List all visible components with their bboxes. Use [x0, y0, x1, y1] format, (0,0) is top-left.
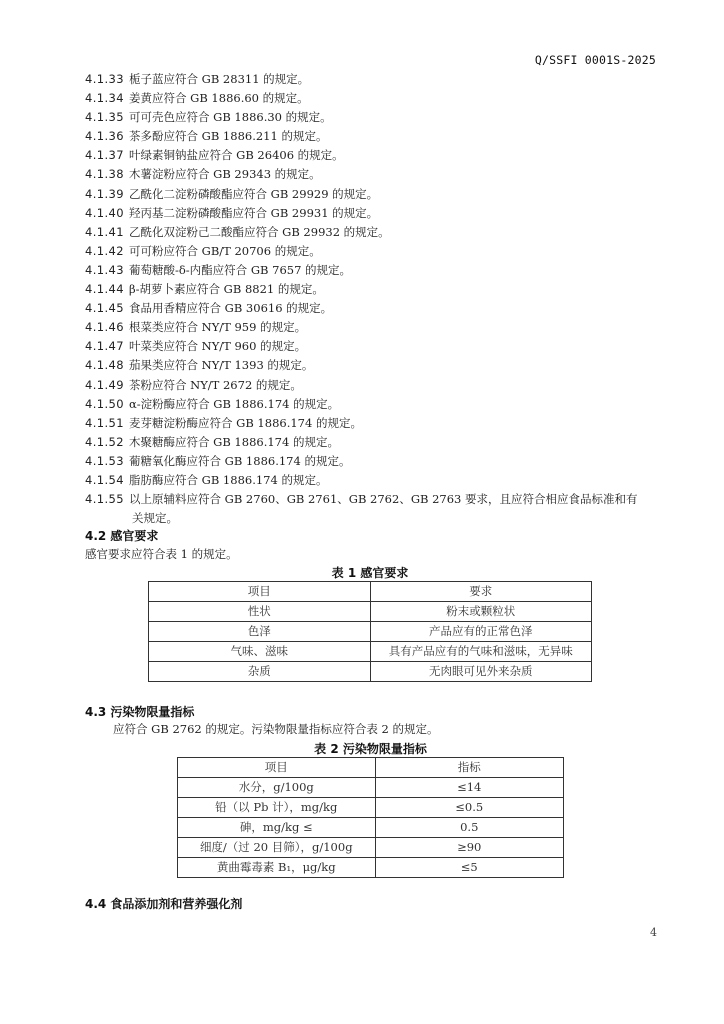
table-cell: 气味、滋味 [149, 642, 371, 662]
table-row [178, 858, 564, 878]
clause-text: 栀子蓝应符合 GB 28311 的规定。 [128, 72, 310, 86]
clause-item [85, 242, 665, 261]
clause-text-continuation: 关规定。 [132, 511, 178, 526]
clause-text: 乙酰化双淀粉己二酸酯应符合 GB 29932 的规定。 [128, 224, 390, 239]
clause-item [85, 299, 665, 318]
clause-text: 脂肪酶应符合 GB 1886.174 的规定。 [128, 472, 328, 487]
clause-number: 4.1.49 [85, 377, 124, 392]
table-row [149, 662, 592, 682]
clause-text: 麦芽糖淀粉酶应符合 GB 1886.174 的规定。 [128, 415, 362, 430]
clause-number: 4.1.52 [85, 434, 124, 449]
clause-number: 4.1.34 [85, 91, 124, 106]
clause-number: 4.1.42 [85, 243, 124, 258]
clause-text: 乙酰化二淀粉磷酸酯应符合 GB 29929 的规定。 [128, 186, 379, 201]
clause-number: 4.1.33 [85, 72, 124, 86]
clause-text: 可可粉应符合 GB/T 20706 的规定。 [128, 243, 321, 258]
table-header-row [149, 582, 592, 602]
clause-number: 4.1.46 [85, 320, 124, 335]
clause-number: 4.1.36 [85, 129, 124, 144]
clause-item [85, 146, 665, 165]
table-1-sensory [148, 581, 592, 682]
clause-text: 茶多酚应符合 GB 1886.211 的规定。 [128, 129, 328, 144]
table-cell: 黄曲霉毒素 B₁，μg/kg [178, 858, 376, 878]
table-2-caption: 表 2 污染物限量指标 [314, 742, 427, 756]
clause-number: 4.1.43 [85, 262, 124, 277]
clause-text: 木聚糖酶应符合 GB 1886.174 的规定。 [128, 434, 339, 449]
clause-text: 根菜类应符合 NY/T 959 的规定。 [128, 320, 307, 335]
table-cell: 色泽 [149, 622, 371, 642]
clause-item [85, 471, 665, 490]
clause-item [85, 376, 665, 395]
column-header: 指标 [375, 758, 564, 778]
clause-number: 4.1.39 [85, 186, 124, 201]
table-cell: 细度/（过 20 目筛），g/100g [178, 838, 376, 858]
clause-item [85, 395, 665, 414]
table-row [178, 818, 564, 838]
clause-item [85, 490, 665, 528]
clause-item [85, 414, 665, 433]
table-cell: 砷，mg/kg ≤ [178, 818, 376, 838]
table-cell: ≤14 [375, 778, 564, 798]
clause-text: 可可壳色应符合 GB 1886.30 的规定。 [128, 110, 332, 125]
clause-text: 葡萄糖酸-δ-内酯应符合 GB 7657 的规定。 [128, 262, 352, 277]
table-header-row [178, 758, 564, 778]
column-header: 项目 [178, 758, 376, 778]
clause-number: 4.1.44 [85, 282, 124, 297]
clause-text: 茶粉应符合 NY/T 2672 的规定。 [128, 377, 302, 392]
clause-item [85, 337, 665, 356]
clause-number: 4.1.53 [85, 453, 124, 468]
table-cell: ≤5 [375, 858, 564, 878]
clause-item [85, 318, 665, 337]
table-row [178, 838, 564, 858]
section-heading-4-3: 4.3 污染物限量指标 [85, 705, 195, 719]
table-cell: ≥90 [375, 838, 564, 858]
column-header: 项目 [149, 582, 371, 602]
clause-item [85, 261, 665, 280]
clause-text: 以上原辅料应符合 GB 2760、GB 2761、GB 2762、GB 2763 要求，且应符合相应食品标准和有 [128, 492, 638, 507]
clause-number: 4.1.41 [85, 224, 124, 239]
section-heading-4-4: 4.4 食品添加剂和营养强化剂 [85, 897, 243, 911]
clause-number: 4.1.35 [85, 110, 124, 125]
clause-item [85, 165, 665, 184]
table-cell: 铅（以 Pb 计），mg/kg [178, 798, 376, 818]
table-cell: 杂质 [149, 662, 371, 682]
clause-item [85, 70, 665, 89]
table-1-caption: 表 1 感官要求 [331, 566, 409, 580]
table-row [149, 622, 592, 642]
table-row [149, 642, 592, 662]
table-cell: 粉末或颗粒状 [370, 602, 592, 622]
clause-number: 4.1.51 [85, 415, 124, 430]
section-intro-4-2: 感官要求应符合表 1 的规定。 [85, 547, 238, 561]
clause-text: 木薯淀粉应符合 GB 29343 的规定。 [128, 167, 321, 182]
section-intro-4-3: 应符合 GB 2762 的规定。污染物限量指标应符合表 2 的规定。 [113, 722, 439, 736]
clause-number: 4.1.54 [85, 472, 124, 487]
clause-item [85, 280, 665, 299]
page-number: 4 [650, 926, 657, 939]
clause-text: 叶菜类应符合 NY/T 960 的规定。 [128, 339, 307, 354]
clause-item [85, 204, 665, 223]
clause-number: 4.1.48 [85, 358, 124, 373]
clause-text: 食品用香精应符合 GB 30616 的规定。 [128, 301, 333, 316]
clause-number: 4.1.37 [85, 148, 124, 163]
clause-text: α-淀粉酶应符合 GB 1886.174 的规定。 [128, 396, 340, 411]
table-row [178, 798, 564, 818]
clause-number: 4.1.50 [85, 396, 124, 411]
clause-item [85, 127, 665, 146]
table-cell: 0.5 [375, 818, 564, 838]
table-cell: 产品应有的正常色泽 [370, 622, 592, 642]
document-code: Q/SSFI 0001S-2025 [534, 53, 656, 67]
clause-list [85, 70, 665, 528]
clause-text: 姜黄应符合 GB 1886.60 的规定。 [128, 91, 309, 106]
clause-item [85, 108, 665, 127]
clause-item [85, 356, 665, 375]
table-cell: 无肉眼可见外来杂质 [370, 662, 592, 682]
clause-text: 羟丙基二淀粉磷酸酯应符合 GB 29931 的规定。 [128, 205, 379, 220]
clause-text: 葡糖氧化酶应符合 GB 1886.174 的规定。 [128, 453, 351, 468]
column-header: 要求 [370, 582, 592, 602]
clause-number: 4.1.47 [85, 339, 124, 354]
table-cell: 水分，g/100g [178, 778, 376, 798]
clause-number: 4.1.45 [85, 301, 124, 316]
table-cell: 性状 [149, 602, 371, 622]
clause-number: 4.1.40 [85, 205, 124, 220]
clause-item [85, 89, 665, 108]
table-cell: 具有产品应有的气味和滋味，无异味 [370, 642, 592, 662]
table-row [178, 778, 564, 798]
clause-item [85, 223, 665, 242]
clause-number: 4.1.38 [85, 167, 124, 182]
clause-text: 叶绿素铜钠盐应符合 GB 26406 的规定。 [128, 148, 344, 163]
clause-item [85, 452, 665, 471]
section-heading-4-2: 4.2 感官要求 [85, 529, 159, 543]
clause-text: 茄果类应符合 NY/T 1393 的规定。 [128, 358, 314, 373]
table-cell: ≤0.5 [375, 798, 564, 818]
clause-item [85, 185, 665, 204]
table-2-contaminants [177, 757, 564, 878]
table-row [149, 602, 592, 622]
clause-number: 4.1.55 [85, 492, 124, 507]
clause-item [85, 433, 665, 452]
clause-text: β-胡萝卜素应符合 GB 8821 的规定。 [128, 282, 324, 297]
